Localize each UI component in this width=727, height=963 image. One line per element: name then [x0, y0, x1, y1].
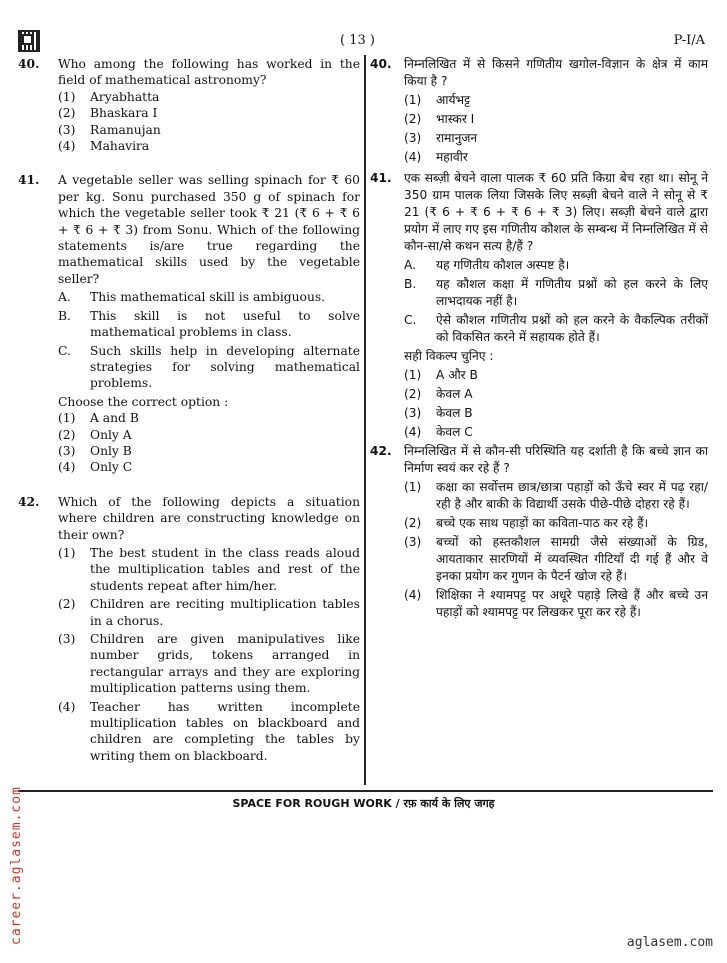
footer-site: aglasem.com: [626, 935, 713, 950]
question-number: 41.: [18, 172, 40, 188]
option: (1) A and B: [58, 411, 139, 426]
question-text: एक सब्ज़ी बेचने वाला पालक ₹ 60 प्रति किग्रा बेच रहा था। सोनू ने 350 ग्राम पालक लिया जिसके लिए सब्ज़ी बेचने वाले ने सोनू से ₹ 21 (₹ 6 + ₹ 6 + ₹ 6 + ₹ 3) लिए। सब्ज़ी बेचने वाले द्वारा प्रयोग में लाए गए इस गणितीय कौशल के सम्बन्ध में निम्नलिखित में से कौन-सा/से कथन सत्य है/हैं ?: [404, 171, 708, 253]
option: (1) A और B: [404, 368, 478, 382]
question-text: निम्नलिखित में से कौन-सी परिस्थिति यह दर्शाती है कि बच्चे ज्ञान का निर्माण स्वयं कर रहे हैं ?: [404, 444, 708, 475]
question-number: 42.: [370, 444, 392, 458]
question-text: A vegetable seller was selling spinach for ₹ 60 per kg. Sonu purchased 350 g of spinach for which the vegetable seller took ₹ 21 (₹ 6 + ₹ 6 + ₹ 6 + ₹ 3) from Sonu. Which of the following statements is/are true regarding the mathematical skills used by the vegetable seller?: [58, 173, 360, 286]
option: (1) कक्षा का सर्वोत्तम छात्र/छात्रा पहाड़ों को ऊँचे स्वर में पढ़ रहा/रही है और बाकी के विद्यार्थी उसके पीछे-पीछे दोहरा रहे हैं।: [404, 480, 708, 511]
english-column: [18, 56, 360, 764]
question-text: Which of the following depicts a situation where children are constructing knowledge on their own?: [58, 494, 360, 542]
question-number: 42.: [18, 493, 40, 509]
question-42-en: [18, 494, 360, 765]
option: (4) केवल C: [404, 425, 473, 439]
option: (2) Bhaskara I: [58, 106, 158, 121]
option: (1) Aryabhatta: [58, 89, 160, 104]
option: (4) महावीर: [404, 150, 468, 164]
rough-work-label: SPACE FOR ROUGH WORK / रफ़ कार्य के लिए जगह: [232, 797, 495, 810]
qr-code: [18, 30, 40, 52]
option: (3) रामानुजन: [404, 131, 478, 145]
option: (3) Children are given manipulatives like number grids, tokens arranged in rectangular arrays and they are exploring multiplication patterns using them.: [58, 632, 360, 696]
option: (3) बच्चों को हस्तकौशल सामग्री जैसे संख्याओं के ग्रिड, आयताकार सारणियों में व्यवस्थित गीटियाँ दी गई हैं और वे इनका प्रयोग कर गुणन के पैटर्न खोज रहे हैं।: [404, 535, 708, 583]
hindi-column: [370, 56, 708, 621]
statement: A. यह गणितीय कौशल अस्पष्ट है।: [404, 258, 570, 272]
option: (1) The best student in the class reads aloud the multiplication tables and rest of the students repeat after him/her.: [58, 545, 360, 593]
statement: C. ऐसे कौशल गणितीय प्रश्नों को हल करने के वैकल्पिक तरीकों को विकसित करने में सहायक होते हैं।: [404, 313, 708, 344]
question-number: 40.: [370, 57, 392, 71]
question-41-en: [18, 172, 360, 475]
option: (2) Only A: [58, 427, 132, 442]
option: (2) बच्चे एक साथ पहाड़ों का कविता-पाठ कर रहे हैं।: [404, 516, 649, 530]
question-number: 40.: [18, 56, 40, 71]
rough-work-divider: [18, 790, 713, 792]
statement: B. यह कौशल कक्षा में गणितीय प्रश्नों को हल करने के लिए लाभदायक नहीं है।: [404, 277, 708, 308]
statement: B. This skill is not useful to solve mathematical problems in class.: [58, 308, 360, 340]
question-40-en: [18, 56, 360, 154]
statement: C. Such skills help in developing alternate strategies for solving mathematical problems.: [58, 343, 360, 391]
question-41-hi: [370, 170, 708, 441]
question-42-hi: [370, 443, 708, 621]
question-text: Who among the following has worked in the field of mathematical astronomy?: [58, 57, 360, 88]
option: (2) भास्कर I: [404, 112, 475, 126]
option: (2) Children are reciting multiplication tables in a chorus.: [58, 597, 360, 628]
option: (1) आर्यभट्ट: [404, 93, 471, 107]
option: (3) केवल B: [404, 406, 473, 420]
choose-instruction: Choose the correct option :: [58, 394, 229, 409]
statement: A. This mathematical skill is ambiguous.: [58, 290, 326, 305]
option: (4) शिक्षिका ने श्यामपट्ट पर अधूरे पहाड़े लिखे हैं और बच्चे उन पहाड़ों को श्यामपट्ट पर लिखकर पूरा कर रहे हैं।: [404, 588, 708, 619]
option: (3) Only B: [58, 443, 132, 458]
option: (3) Ramanujan: [58, 122, 161, 137]
option: (4) Mahavira: [58, 139, 150, 154]
question-text: निम्नलिखित में से किसने गणितीय खगोल-विज्ञान के क्षेत्र में काम किया है ?: [404, 57, 708, 88]
choose-instruction: सही विकल्प चुनिए :: [404, 349, 494, 363]
option: (4) Only C: [58, 460, 133, 475]
paper-code: P-I/A: [673, 33, 705, 48]
watermark: career.aglasem.com: [9, 786, 24, 945]
option: (4) Teacher has written incomplete multiplication tables on blackboard and children are completing the tables by writing them on blackboard.: [58, 699, 360, 763]
question-40-hi: [370, 56, 708, 166]
page-number: ( 13 ): [340, 33, 375, 48]
question-number: 41.: [370, 171, 392, 185]
option: (2) केवल A: [404, 387, 473, 401]
column-divider: [364, 55, 366, 785]
